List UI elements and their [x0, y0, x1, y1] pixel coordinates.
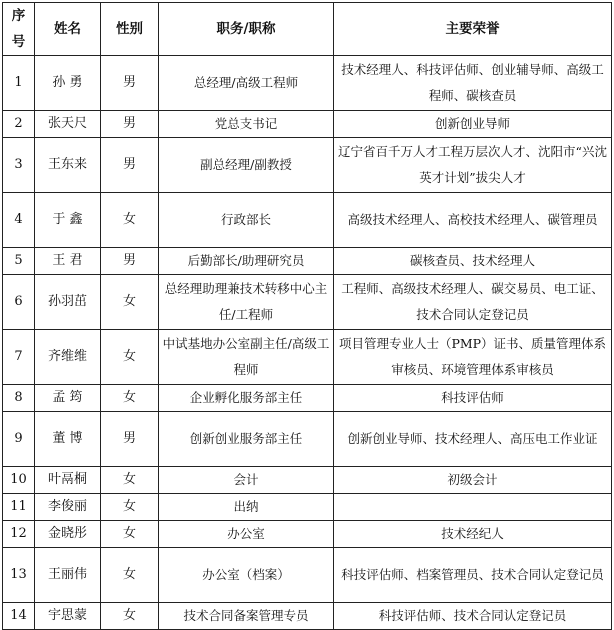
row-number-cell: 7: [3, 330, 35, 385]
row-honors-cell: 初级会计: [334, 467, 612, 494]
table-row: [3, 193, 612, 248]
table-row: [3, 385, 612, 412]
row-name-cell: 孙羽茁: [35, 275, 101, 330]
table-row: [3, 111, 612, 138]
row-gender-cell: 女: [101, 467, 159, 494]
row-position-cell: 企业孵化服务部主任: [159, 385, 334, 412]
table-row: [3, 330, 612, 385]
row-name-cell: 张天尺: [35, 111, 101, 138]
row-position-cell: 办公室（档案）: [159, 548, 334, 603]
row-gender-cell: 男: [101, 248, 159, 275]
row-position-cell: 副总经理/副教授: [159, 138, 334, 193]
row-gender-cell: 女: [101, 385, 159, 412]
row-honors-cell: 辽宁省百千万人才工程万层次人才、沈阳市“兴沈英才计划”拔尖人才: [334, 138, 612, 193]
header-name: 姓名: [35, 3, 101, 56]
table-row: [3, 548, 612, 603]
row-gender-cell: 男: [101, 56, 159, 111]
row-honors-cell: 碳核查员、技术经理人: [334, 248, 612, 275]
row-position-cell: 总经理助理兼技术转移中心主任/工程师: [159, 275, 334, 330]
row-position-cell: 会计: [159, 467, 334, 494]
row-number-cell: 2: [3, 111, 35, 138]
staff-table: [2, 2, 612, 630]
row-name-cell: 王东来: [35, 138, 101, 193]
table-row: [3, 494, 612, 521]
table-row: [3, 56, 612, 111]
row-number-cell: 13: [3, 548, 35, 603]
row-number-cell: 14: [3, 603, 35, 630]
header-honors: 主要荣誉: [334, 3, 612, 56]
row-name-cell: 宇思蒙: [35, 603, 101, 630]
row-name-cell: 孙 勇: [35, 56, 101, 111]
row-name-cell: 董 博: [35, 412, 101, 467]
row-name-cell: 王 君: [35, 248, 101, 275]
row-position-cell: 行政部长: [159, 193, 334, 248]
row-position-cell: 党总支书记: [159, 111, 334, 138]
row-name-cell: 王丽伟: [35, 548, 101, 603]
table-row: [3, 521, 612, 548]
row-honors-cell: 创新创业导师、技术经理人、高压电工作业证: [334, 412, 612, 467]
staff-table-container: [2, 2, 612, 630]
row-gender-cell: 男: [101, 138, 159, 193]
row-honors-cell: 技术经纪人: [334, 521, 612, 548]
row-number-cell: 12: [3, 521, 35, 548]
header-position: 职务/职称: [159, 3, 334, 56]
row-number-cell: 11: [3, 494, 35, 521]
row-gender-cell: 女: [101, 494, 159, 521]
row-position-cell: 办公室: [159, 521, 334, 548]
row-name-cell: 孟 筠: [35, 385, 101, 412]
row-gender-cell: 女: [101, 548, 159, 603]
row-gender-cell: 女: [101, 275, 159, 330]
row-honors-cell: [334, 494, 612, 521]
row-gender-cell: 女: [101, 603, 159, 630]
row-gender-cell: 男: [101, 111, 159, 138]
table-body: [3, 56, 612, 630]
row-honors-cell: 技术经理人、科技评估师、创业辅导师、高级工程师、碳核查员: [334, 56, 612, 111]
row-gender-cell: 男: [101, 412, 159, 467]
row-position-cell: 中试基地办公室副主任/高级工程师: [159, 330, 334, 385]
table-row: [3, 467, 612, 494]
header-no: 序号: [3, 3, 35, 56]
row-number-cell: 5: [3, 248, 35, 275]
row-position-cell: 技术合同备案管理专员: [159, 603, 334, 630]
row-name-cell: 金晓彤: [35, 521, 101, 548]
table-row: [3, 412, 612, 467]
row-number-cell: 1: [3, 56, 35, 111]
table-row: [3, 275, 612, 330]
row-honors-cell: 创新创业导师: [334, 111, 612, 138]
row-number-cell: 6: [3, 275, 35, 330]
row-gender-cell: 女: [101, 521, 159, 548]
row-honors-cell: 工程师、高级技术经理人、碳交易员、电工证、技术合同认定登记员: [334, 275, 612, 330]
row-number-cell: 4: [3, 193, 35, 248]
row-name-cell: 叶鬲桐: [35, 467, 101, 494]
row-number-cell: 8: [3, 385, 35, 412]
table-header-row: [3, 3, 612, 56]
row-position-cell: 创新创业服务部主任: [159, 412, 334, 467]
row-name-cell: 李俊丽: [35, 494, 101, 521]
header-gender: 性别: [101, 3, 159, 56]
row-number-cell: 3: [3, 138, 35, 193]
row-position-cell: 总经理/高级工程师: [159, 56, 334, 111]
row-name-cell: 齐维维: [35, 330, 101, 385]
row-honors-cell: 项目管理专业人士（PMP）证书、质量管理体系审核员、环境管理体系审核员: [334, 330, 612, 385]
table-row: [3, 603, 612, 630]
row-honors-cell: 高级技术经理人、高校技术经理人、碳管理员: [334, 193, 612, 248]
row-honors-cell: 科技评估师、档案管理员、技术合同认定登记员: [334, 548, 612, 603]
row-honors-cell: 科技评估师: [334, 385, 612, 412]
row-name-cell: 于 鑫: [35, 193, 101, 248]
table-row: [3, 248, 612, 275]
row-gender-cell: 女: [101, 193, 159, 248]
row-position-cell: 后勤部长/助理研究员: [159, 248, 334, 275]
row-honors-cell: 科技评估师、技术合同认定登记员: [334, 603, 612, 630]
row-number-cell: 9: [3, 412, 35, 467]
row-number-cell: 10: [3, 467, 35, 494]
row-gender-cell: 女: [101, 330, 159, 385]
table-row: [3, 138, 612, 193]
row-position-cell: 出纳: [159, 494, 334, 521]
